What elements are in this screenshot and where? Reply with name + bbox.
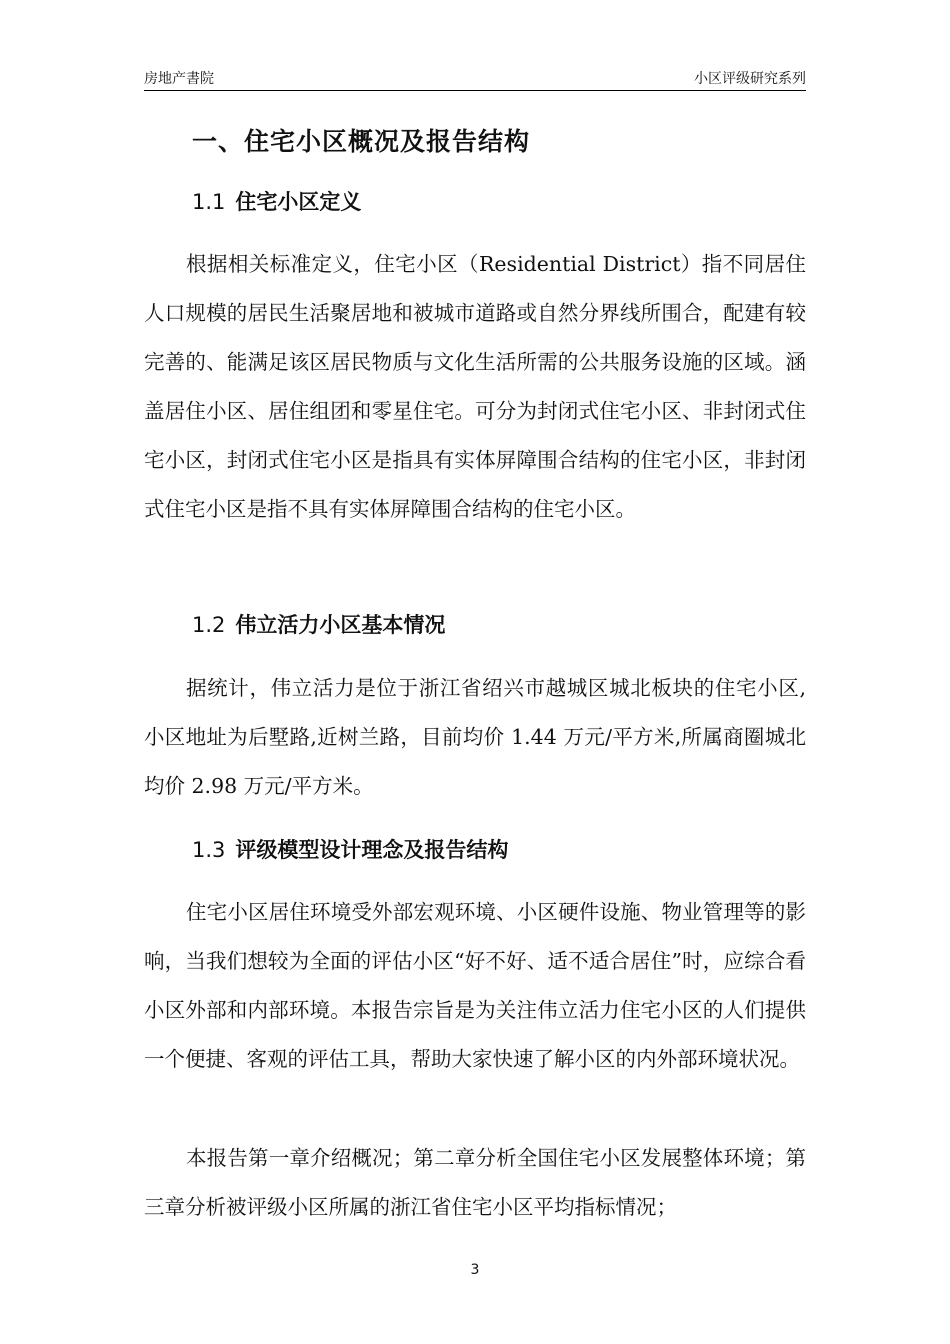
paragraph-model-concept: 住宅小区居住环境受外部宏观环境、小区硬件设施、物业管理等的影响，当我们想较为全面的评估小区“好不好、适不适合居住”时，应综合看小区外部和内部环境。本报告宗旨是为关注伟立活力住宅小区的人们提供一个便捷、客观的评估工具，帮助大家快速了解小区的内外部环境状况。 <box>144 900 806 1071</box>
section-heading-1-3 <box>192 834 508 864</box>
section-number: 1.3 <box>192 838 226 862</box>
page-number: 3 <box>470 1262 480 1278</box>
section-number: 1.2 <box>192 613 226 637</box>
page-header <box>144 66 806 91</box>
chapter-title: 一、住宅小区概况及报告结构 <box>192 127 531 156</box>
section-heading-1-2 <box>192 609 445 639</box>
paragraph-definition: 根据相关标准定义，住宅小区（Residential District）指不同居住人口规模的居民生活聚居地和被城市道路或自然分界线所围合，配建有较完善的、能满足该区居民物质与文化生活所需的公共服务设施的区域。涵盖居住小区、居住组团和零星住宅。可分为封闭式住宅小区、非封闭式住宅小区，封闭式住宅小区是指具有实体屏障围合结构的住宅小区，非封闭式住宅小区是指不具有实体屏障围合结构的住宅小区。 <box>144 252 806 521</box>
section-number: 1.1 <box>192 190 226 214</box>
section-heading-1-1 <box>192 186 361 216</box>
section-title: 评级模型设计理念及报告结构 <box>235 838 509 862</box>
section-title: 住宅小区定义 <box>235 190 362 214</box>
paragraph-basic-info: 据统计，伟立活力是位于浙江省绍兴市越城区城北板块的住宅小区,小区地址为后墅路,近树兰路，目前均价 1.44 万元/平方米,所属商圈城北均价 2.98 万元/平方米。 <box>144 676 806 798</box>
paragraph-report-structure: 本报告第一章介绍概况；第二章分析全国住宅小区发展整体环境；第三章分析被评级小区所属的浙江省住宅小区平均指标情况； <box>144 1146 806 1219</box>
header-series-title: 小区评级研究系列 <box>694 71 806 87</box>
section-title: 伟立活力小区基本情况 <box>235 613 446 637</box>
header-publisher: 房地产書院 <box>144 71 214 87</box>
